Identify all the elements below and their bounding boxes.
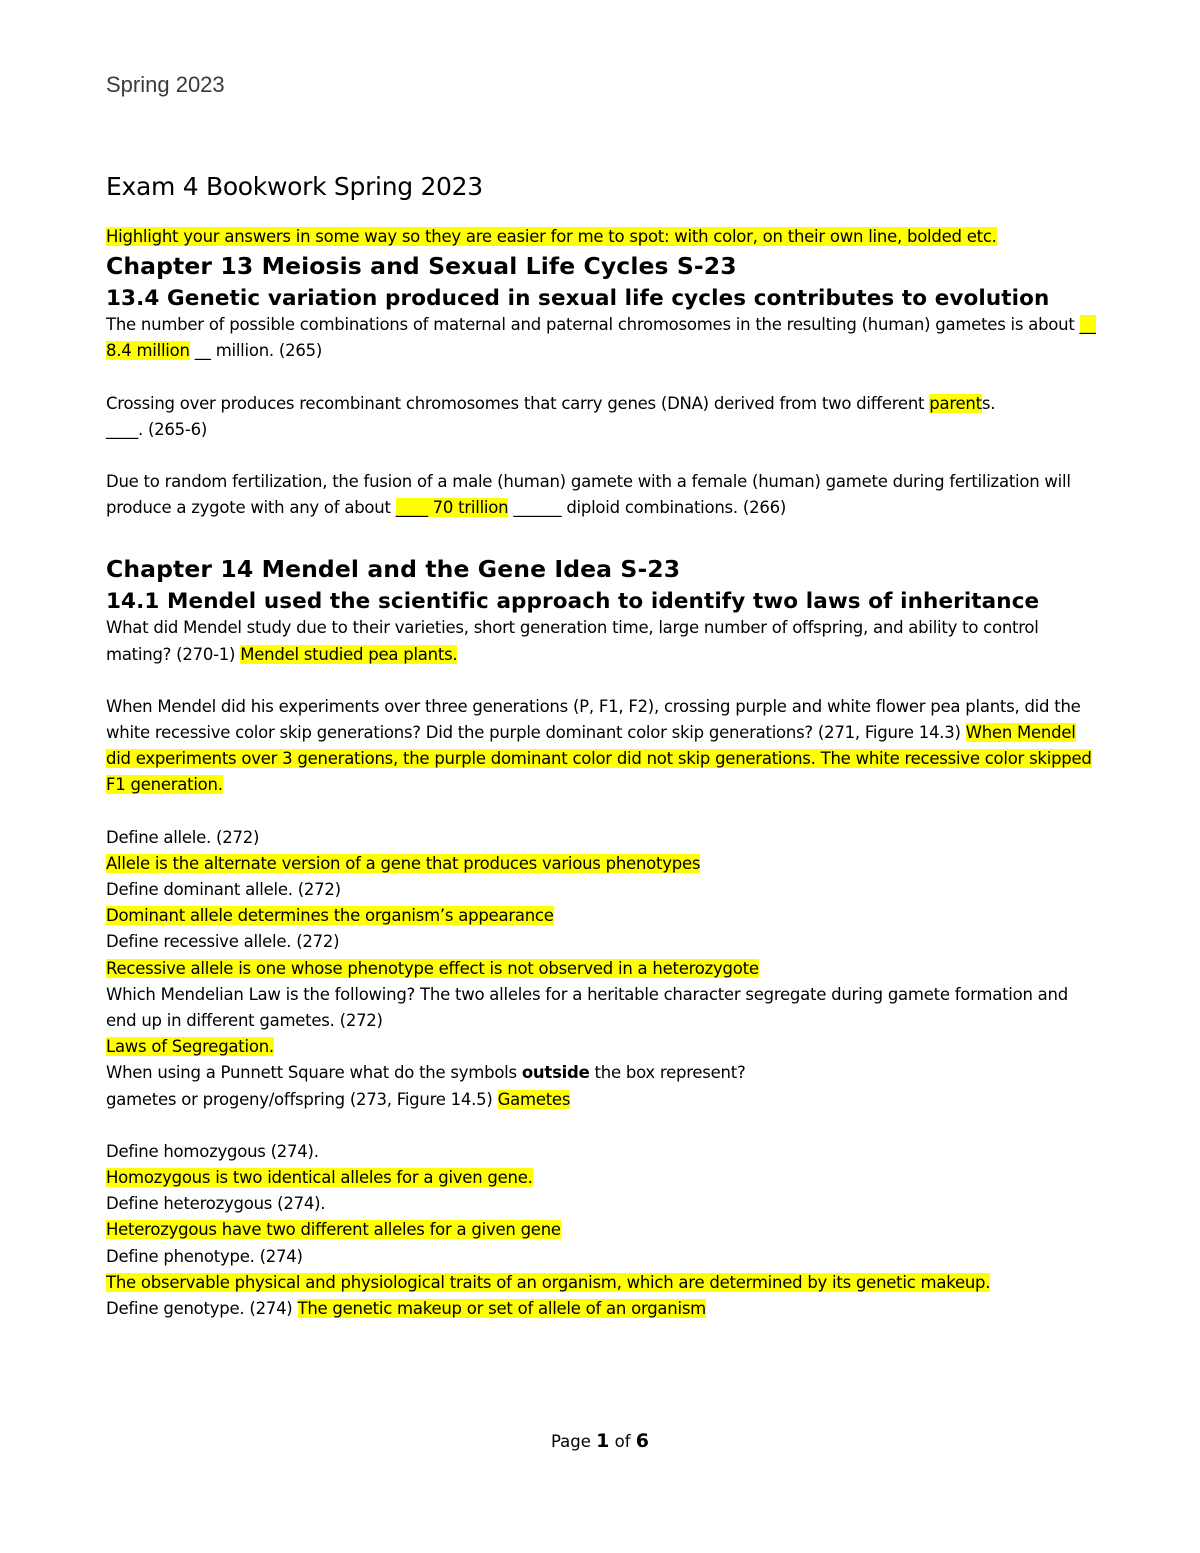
question-text: What did Mendel study due to their varieties, short generation time, large number of offspring, and ability to control mating? (270-1) bbox=[106, 618, 1039, 664]
page-total: 6 bbox=[635, 1430, 650, 1452]
question-text: When Mendel did his experiments over three generations (P, F1, F2), crossing purple and white flower pea plants, did the white recessive color skip generations? Did the purple dominant color skip generations? (271, Figure 14.3) bbox=[106, 696, 1081, 743]
answer-line bbox=[106, 1270, 1096, 1296]
answer-highlight: Heterozygous have two different alleles for a given gene bbox=[106, 1220, 561, 1240]
answer-line bbox=[106, 1034, 1096, 1060]
answer-line bbox=[106, 903, 1096, 929]
answer-highlight: Gametes bbox=[497, 1089, 571, 1109]
question-ch14-q8: Define homozygous (274). bbox=[106, 1141, 319, 1161]
question-ch14-q7 bbox=[106, 1060, 1096, 1112]
chapter-13-heading: Chapter 13 Meiosis and Sexual Life Cycles S-23 bbox=[106, 252, 737, 281]
page-header: Spring 2023 bbox=[106, 72, 225, 97]
answer-highlight: parent bbox=[929, 393, 982, 413]
instruction-line bbox=[106, 224, 1096, 250]
question-text: gametes or progeny/offspring (273, Figure 14.5) bbox=[106, 1089, 498, 1109]
question-ch14-q10: Define phenotype. (274) bbox=[106, 1246, 303, 1266]
question-ch13-q2 bbox=[106, 391, 1096, 443]
section-14-1-heading: 14.1 Mendel used the scientific approach to identify two laws of inheritance bbox=[106, 589, 1040, 615]
answer-highlight: __ 8.4 million bbox=[106, 315, 1096, 361]
bold-word: outside bbox=[521, 1063, 590, 1083]
answer-line bbox=[106, 1165, 1096, 1191]
question-ch14-q2 bbox=[106, 694, 1096, 799]
document-body bbox=[106, 170, 1096, 1322]
answer-line bbox=[106, 1217, 1096, 1243]
page-number: 1 bbox=[596, 1430, 610, 1452]
question-text: the box represent? bbox=[589, 1063, 746, 1083]
question-text: When using a Punnett Square what do the symbols bbox=[106, 1063, 522, 1083]
question-ch13-q1 bbox=[106, 312, 1096, 364]
question-text: ____. (265-6) bbox=[106, 419, 208, 439]
question-ch14-q5: Define recessive allele. (272) bbox=[106, 932, 340, 952]
question-text: The number of possible combinations of maternal and paternal chromosomes in the resulting (human) gametes is about bbox=[106, 315, 1080, 335]
section-13-4-heading: 13.4 Genetic variation produced in sexual life cycles contributes to evolution bbox=[106, 286, 1050, 312]
chapter-14-heading: Chapter 14 Mendel and the Gene Idea S-23 bbox=[106, 555, 681, 584]
question-text: Crossing over produces recombinant chromosomes that carry genes (DNA) derived from two different bbox=[106, 393, 930, 413]
question-ch14-q1 bbox=[106, 615, 1096, 667]
page-footer bbox=[0, 1430, 1200, 1452]
page-of-label: of bbox=[609, 1432, 636, 1451]
answer-line bbox=[106, 956, 1096, 982]
answer-highlight: The observable physical and physiological traits of an organism, which are determined by its genetic makeup. bbox=[106, 1272, 991, 1292]
answer-highlight: Laws of Segregation. bbox=[106, 1037, 274, 1057]
answer-highlight: Homozygous is two identical alleles for a given gene. bbox=[106, 1168, 533, 1188]
answer-highlight: Recessive allele is one whose phenotype effect is not observed in a heterozygote bbox=[106, 958, 759, 978]
question-text: ______ diploid combinations. (266) bbox=[508, 498, 787, 518]
answer-highlight: Dominant allele determines the organism’s appearance bbox=[106, 906, 554, 926]
answer-highlight: When Mendel did experiments over 3 generations, the purple dominant color did not skip generations. The white recessive color skipped F1 generation. bbox=[106, 723, 1092, 795]
answer-highlight: ____ 70 trillion bbox=[395, 498, 509, 518]
question-ch14-q4: Define dominant allele. (272) bbox=[106, 880, 341, 900]
document-title: Exam 4 Bookwork Spring 2023 bbox=[106, 172, 483, 201]
question-ch14-q11 bbox=[106, 1296, 1096, 1322]
question-text: Define genotype. (274) bbox=[106, 1299, 298, 1319]
answer-highlight: Allele is the alternate version of a gene that produces various phenotypes bbox=[106, 853, 701, 873]
answer-line bbox=[106, 851, 1096, 877]
question-text: __ million. (265) bbox=[189, 341, 323, 361]
question-text: Due to random fertilization, the fusion of a male (human) gamete with a female (human) gamete during fertilization will produce a zygote with any of about bbox=[106, 472, 1071, 518]
question-ch14-q6: Which Mendelian Law is the following? The two alleles for a heritable character segregate during gamete formation and end up in different gametes. (272) bbox=[106, 984, 1068, 1031]
instruction-text: Highlight your answers in some way so they are easier for me to spot: with color, on their own line, bolded etc. bbox=[106, 227, 997, 246]
answer-highlight: Mendel studied pea plants. bbox=[240, 644, 458, 664]
answer-highlight: The genetic makeup or set of allele of an organism bbox=[297, 1299, 707, 1319]
question-ch14-q3: Define allele. (272) bbox=[106, 827, 260, 847]
question-ch13-q3 bbox=[106, 469, 1096, 521]
page-label: Page bbox=[550, 1432, 597, 1451]
question-text: s. bbox=[981, 393, 996, 413]
question-ch14-q9: Define heterozygous (274). bbox=[106, 1194, 326, 1214]
